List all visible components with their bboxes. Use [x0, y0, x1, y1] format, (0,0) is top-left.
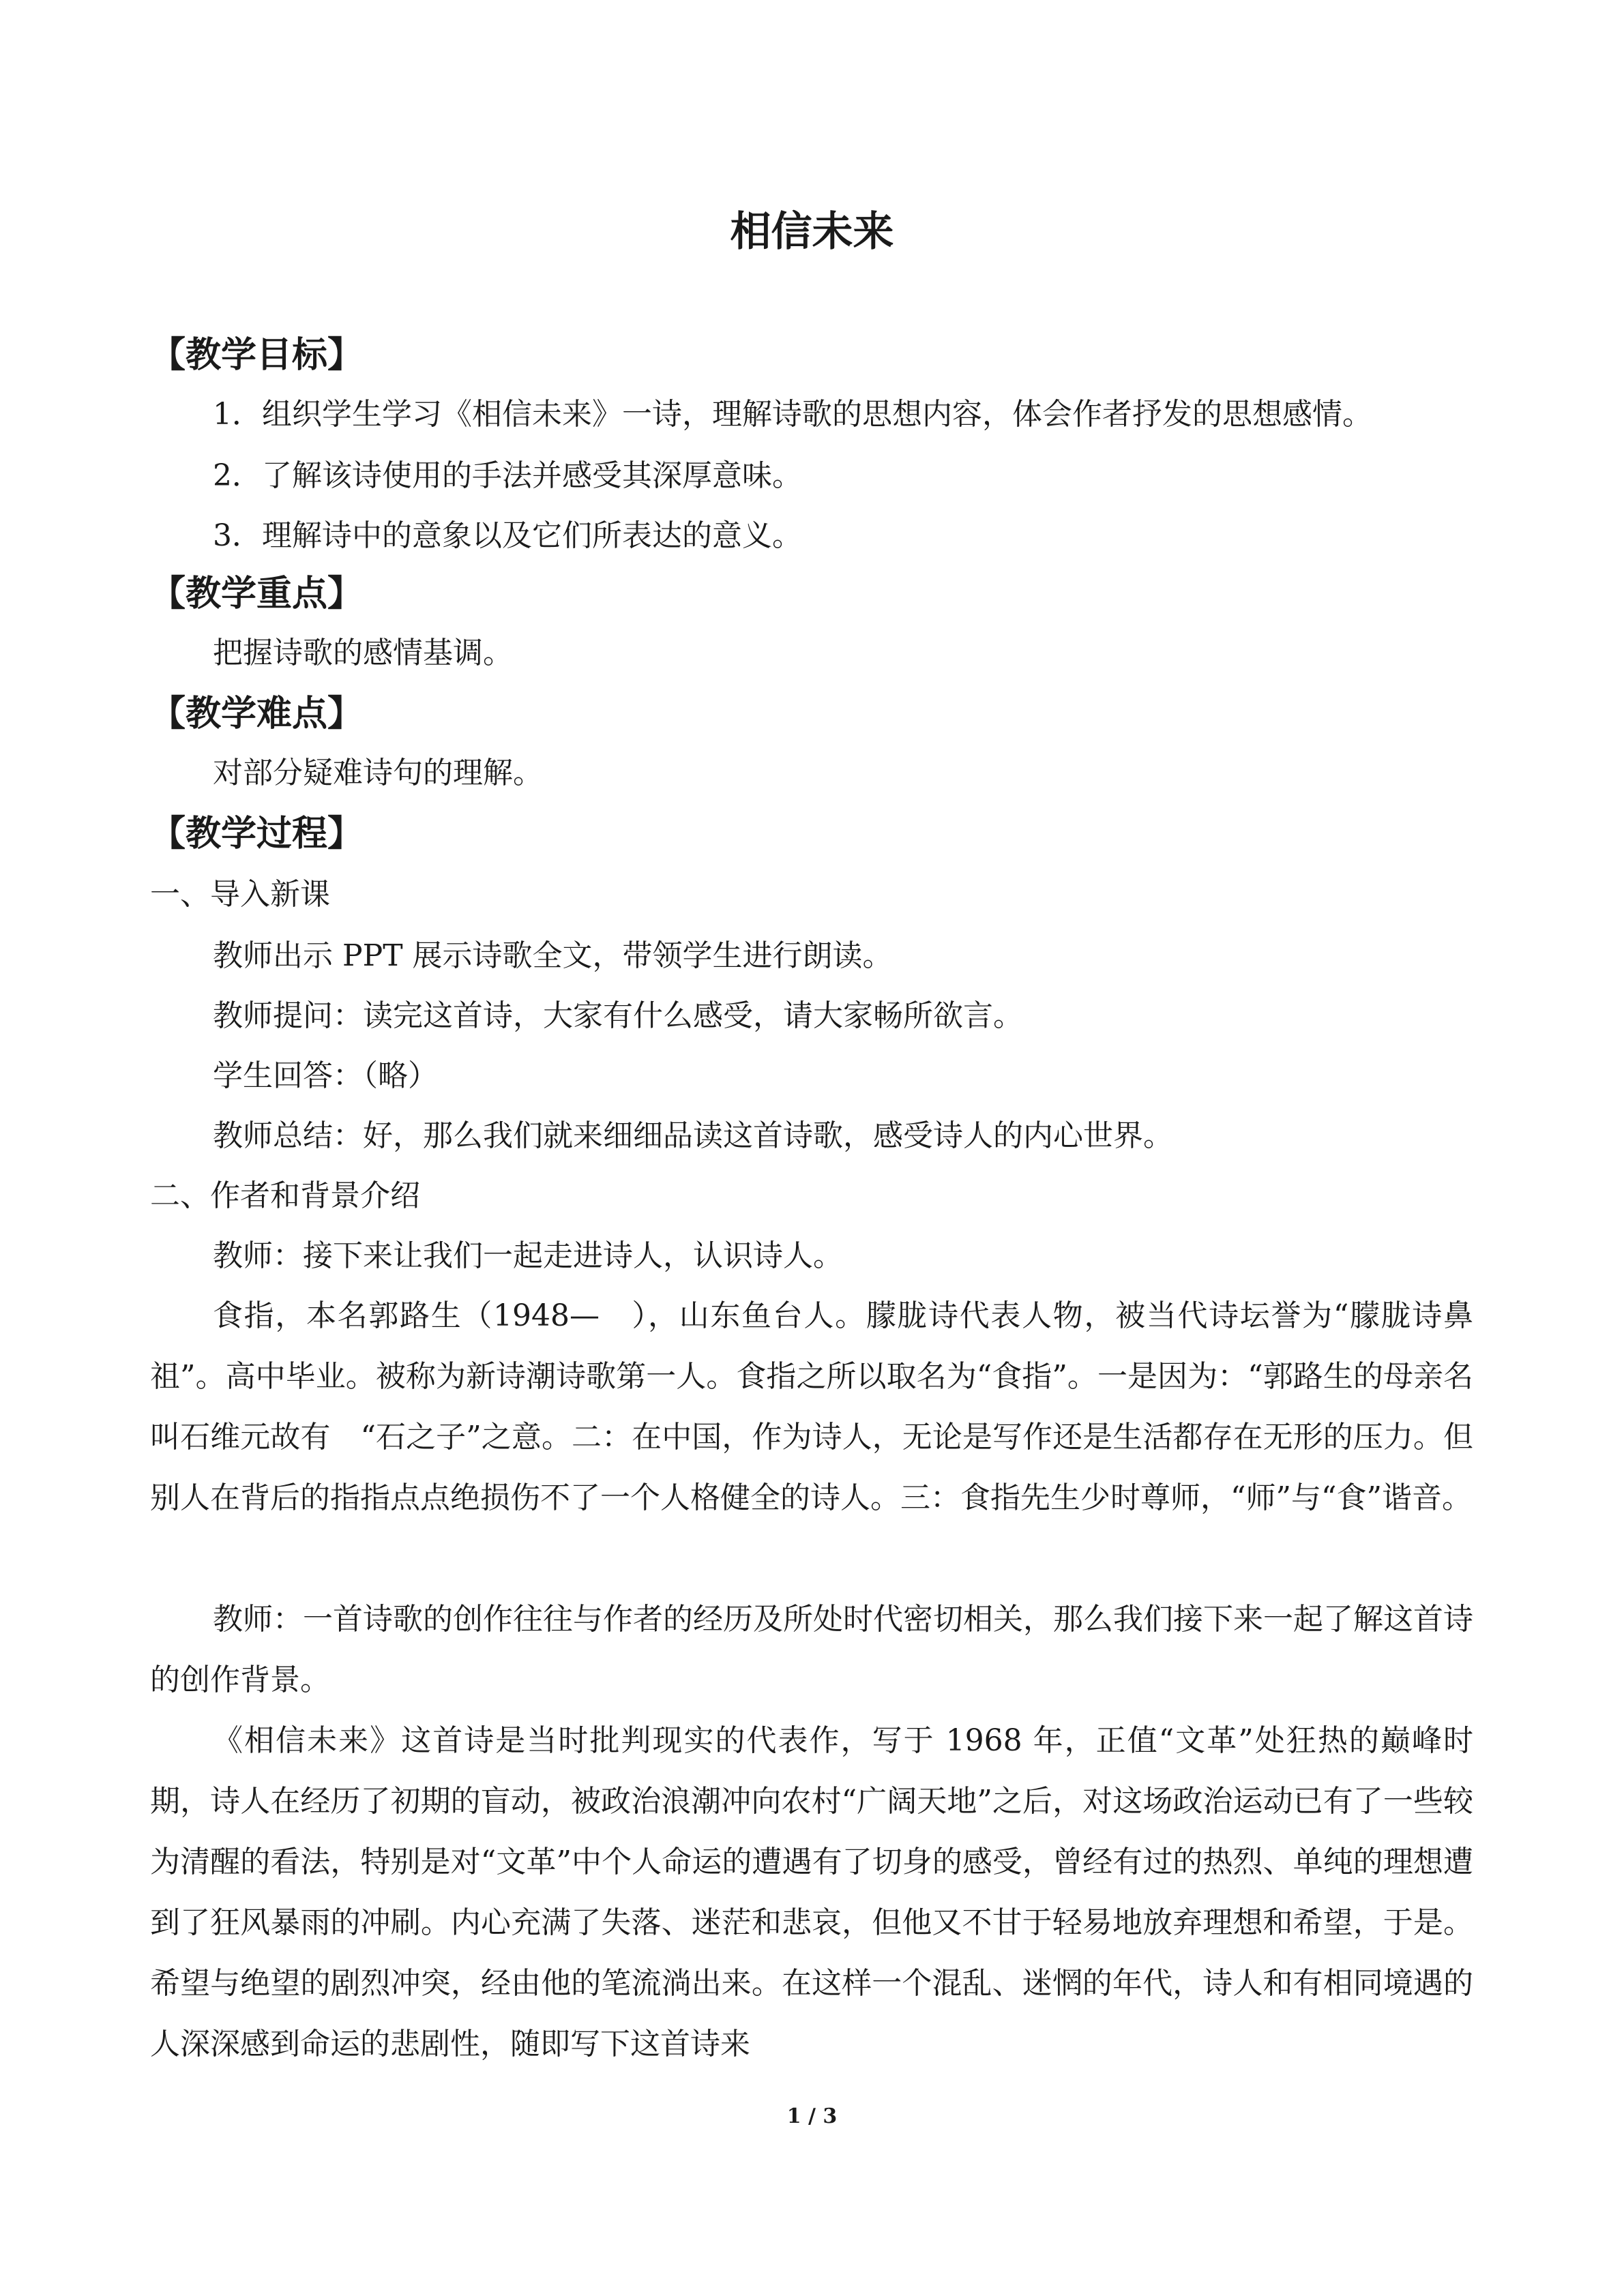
part1-line-4: 教师总结：好，那么我们就来细细品读这首诗歌，感受诗人的内心世界。: [213, 1118, 1173, 1153]
heading-difficult-points: 【教学难点】: [150, 694, 364, 734]
author-intro-paragraph: 食指，本名郭路生（1948— ），山东鱼台人。朦胧诗代表人物，被当代诗坛誉为“朦胧诗鼻祖”。高中毕业。被称为新诗潮诗歌第一人。食指之所以取名为“食指”。一是因为：“郭路生的母亲名叫石维元故有 “石之子”之意。二：在中国，作为诗人，无论是写作还是生活都存在无形的压力。但别人在背后的指指点点绝损伤不了一个人格健全的诗人。三：食指先生少时尊师，“师”与“食”谐音。: [150, 1298, 1473, 1515]
part1-line-2: 教师提问：读完这首诗，大家有什么感受，请大家畅所欲言。: [213, 998, 1023, 1033]
heading-goals: 【教学目标】: [150, 335, 364, 376]
part1-line-1: 教师出示 PPT 展示诗歌全文，带领学生进行朗读。: [213, 938, 893, 973]
part1-line-3: 学生回答：（略）: [213, 1058, 438, 1093]
part2-line-1: 教师：接下来让我们一起走进诗人，认识诗人。: [213, 1238, 843, 1273]
key-point-text: 把握诗歌的感情基调。: [213, 636, 513, 670]
page-title: 相信未来: [730, 208, 894, 256]
goal-item-1: 1．组织学生学习《相信未来》一诗，理解诗歌的思想内容，体会作者抒发的思想感情。: [213, 397, 1372, 432]
heading-key-points: 【教学重点】: [150, 573, 364, 614]
goal-item-2: 2．了解该诗使用的手法并感受其深厚意味。: [213, 458, 802, 493]
background-paragraph: 《相信未来》这首诗是当时批判现实的代表作，写于 1968 年，正值“文革”处狂热的巅峰时期，诗人在经历了初期的盲动，被政治浪潮冲向农村“广阔天地”之后，对这场政治运动已有了一些较为清醒的看法，特别是对“文革”中个人命运的遭遇有了切身的感受，曾经有过的热烈、单纯的理想遭到了狂风暴雨的冲刷。内心充满了失落、迷茫和悲哀，但他又不甘于轻易地放弃理想和希望，于是。希望与绝望的剧烈冲突，经由他的笔流淌出来。在这样一个混乱、迷惘的年代，诗人和有相同境遇的人深深感到命运的悲剧性，随即写下这首诗来: [150, 1723, 1473, 2061]
page-number: 1 / 3: [786, 2104, 838, 2128]
part1-title: 一、导入新课: [150, 877, 330, 912]
goal-item-3: 3．理解诗中的意象以及它们所表达的意义。: [213, 518, 802, 553]
heading-process: 【教学过程】: [150, 814, 364, 854]
part2-title: 二、作者和背景介绍: [150, 1178, 420, 1213]
difficult-point-text: 对部分疑难诗句的理解。: [213, 756, 543, 790]
teacher-background-paragraph: 教师：一首诗歌的创作往往与作者的经历及所处时代密切相关，那么我们接下来一起了解这首诗的创作背景。: [150, 1602, 1473, 1697]
